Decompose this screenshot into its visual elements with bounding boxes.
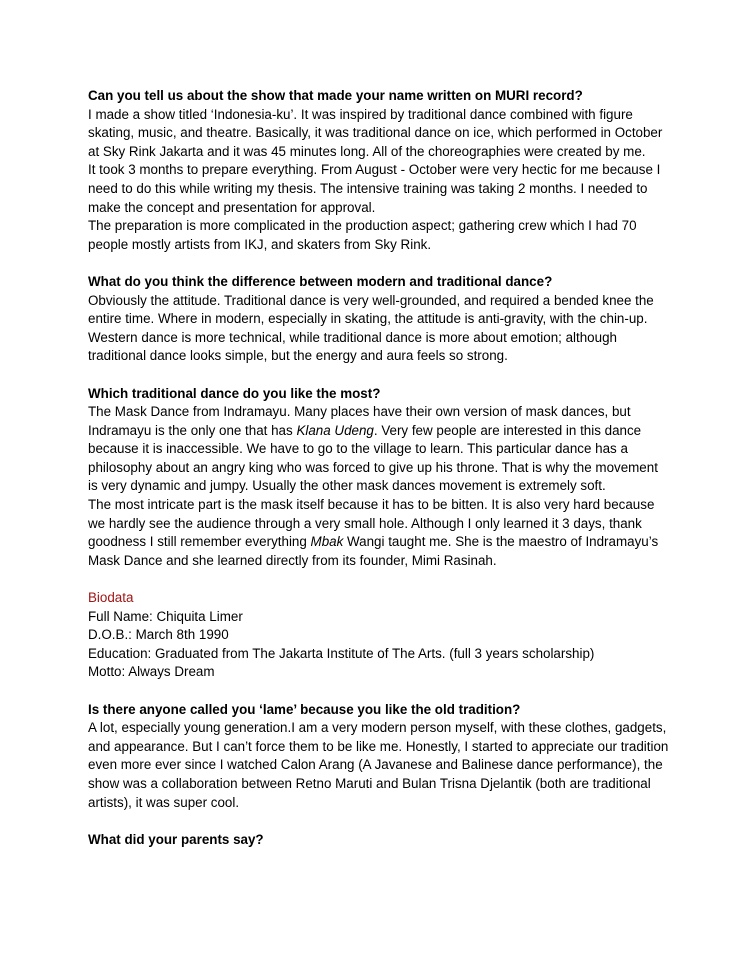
answer-paragraph: It took 3 months to prepare everything. From August - October were very hectic for me because I need to do this while writing my thesis. The intensive training was taking 2 months. I needed to make the concept and presentation for approval. [88,162,661,215]
answer-paragraph: The preparation is more complicated in the production aspect; gathering crew which I had 70 people mostly artists from IKJ, and skaters from Sky Rink. [88,218,637,252]
spacer [88,254,669,273]
italic-term: Klana Udeng [296,422,374,438]
biodata-name: Full Name: Chiquita Limer [88,608,243,624]
question-modern-vs-traditional: What do you think the difference between modern and traditional dance? [88,273,553,289]
biodata-dob: D.O.B.: March 8th 1990 [88,627,229,643]
spacer [88,570,669,589]
spacer [88,366,669,385]
answer-paragraph: Obviously the attitude. Traditional dance is very well-grounded, and required a bended knee the entire time. Where in modern, especially in skating, the attitude is anti-gravity, with the chin-up. Western dance is more technical, while traditional dance is more about emotion; although traditional dance looks simple, but the energy and aura feels so strong. [88,292,654,364]
text-run: Wangi taught me. She is the maestro of Indramayu’s Mask Dance and she learned directly from its founder, Mimi Rasinah. [88,534,659,568]
biodata-heading: Biodata [88,590,134,606]
answer-paragraph [88,496,669,570]
question-parents: What did your parents say? [88,831,264,847]
answer-paragraph: I made a show titled ‘Indonesia-ku’. It was inspired by traditional dance combined with figure skating, music, and theatre. Basically, it was traditional dance on ice, which performed in October at Sky Rink Jakarta and it was 45 minutes long. All of the choreographies were created by me. [88,106,663,159]
text-run: The Mask Dance from Indramayu. Many places have their own version of mask dances, but Indramayu is the only one that has [88,404,631,438]
question-muri-show: Can you tell us about the show that made your name written on MURI record? [88,88,583,103]
spacer [88,682,669,701]
text-run: . Very few people are interested in this dance because it is inaccessible. We have to go to the village to learn. This particular dance has a philosophy about an angry king who was forced to give up his throne. That is why the movement is very dynamic and jumpy. Usually the other mask dances movement is extremely soft. [88,422,658,494]
question-called-lame: Is there anyone called you ‘lame’ because you like the old tradition? [88,701,521,717]
answer-paragraph: A lot, especially young generation.I am a very modern person myself, with these clothes, gadgets, and appearance. But I can’t force them to be like me. Honestly, I started to appreciate our tradition even more ever since I watched Calon Arang (A Javanese and Balinese dance performance), the show was a collaboration between Retno Maruti and Bulan Trisna Djelantik (both are traditional artists), it was super cool. [88,720,669,810]
answer-paragraph [88,403,669,496]
question-favorite-dance: Which traditional dance do you like the most? [88,385,381,401]
text-run: The most intricate part is the mask itself because it has to be bitten. It is also very hard because we hardly see the audience through a very small hole. Although I only learned it 3 days, thank goodness I still remember everything [88,497,655,550]
biodata-motto: Motto: Always Dream [88,664,215,680]
spacer [88,812,669,831]
italic-term: Mbak [310,534,344,550]
biodata-education: Education: Graduated from The Jakarta Institute of The Arts. (full 3 years scholarship) [88,645,595,661]
